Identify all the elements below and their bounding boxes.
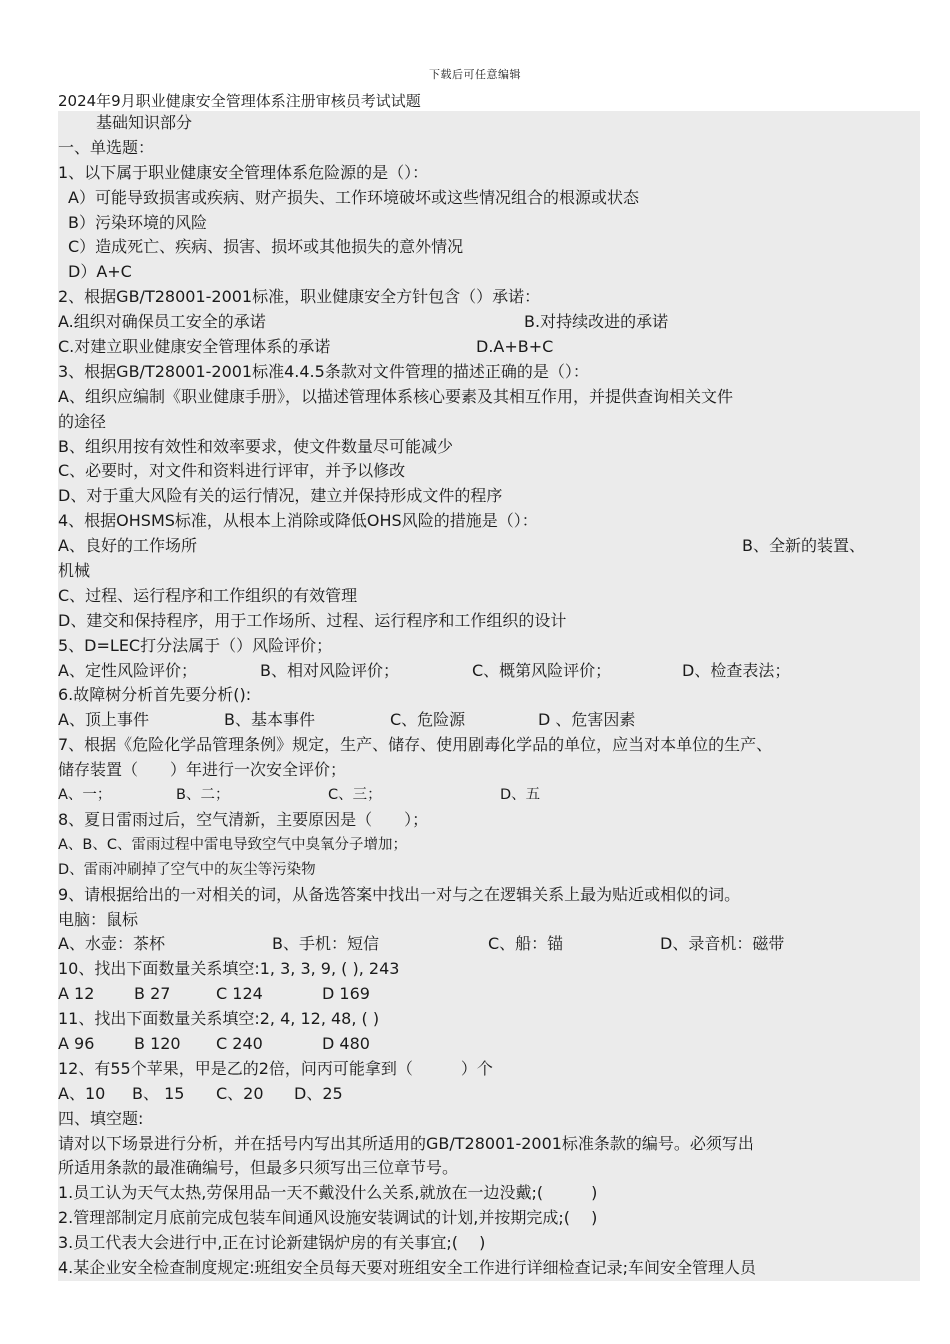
option-row xyxy=(58,708,920,733)
question-stem: 7、根据《危险化学品管理条例》规定，生产、储存、使用剧毒化学品的单位，应当对本单位的生产、 xyxy=(58,735,773,755)
option: B、基本事件 xyxy=(224,710,315,730)
option: A、定性风险评价； xyxy=(58,660,197,680)
option: B、二； xyxy=(176,787,230,804)
fill-item: 2.管理部制定月底前完成包装车间通风设施安装调试的计划,并按期完成;( ) xyxy=(58,1208,598,1228)
question-stem: 12、有55个苹果，甲是乙的2倍，问丙可能拿到（ ）个 xyxy=(58,1058,493,1078)
option: D、雷雨冲刷掉了空气中的灰尘等污染物 xyxy=(58,861,316,878)
option-row xyxy=(58,335,920,360)
option-row xyxy=(58,1082,920,1107)
option: C、必要时，对文件和资料进行评审，并予以修改 xyxy=(58,461,406,481)
page-header: 下载后可任意编辑 xyxy=(429,68,521,81)
option-row xyxy=(58,310,920,335)
fill-item: 3.员工代表大会进行中,正在讨论新建锅炉房的有关事宜;( ) xyxy=(58,1233,486,1253)
option: A、良好的工作场所 xyxy=(58,536,197,556)
option: B.对持续改进的承诺 xyxy=(524,312,669,332)
option: C、危险源 xyxy=(390,710,466,730)
option: B、手机：短信 xyxy=(272,934,379,954)
option: A、一； xyxy=(58,787,112,804)
option: A）可能导致损害或疾病、财产损失、工作环境破坏或这些情况组合的根源或状态 xyxy=(68,187,639,207)
option: D、25 xyxy=(294,1083,343,1103)
option-row xyxy=(58,534,920,559)
fill-item: 1.员工认为天气太热,劳保用品一天不戴没什么关系,就放在一边没戴;( ) xyxy=(58,1183,598,1203)
option: C）造成死亡、疾病、损害、损坏或其他损失的意外情况 xyxy=(68,237,464,257)
question-stem-continued: 储存装置（ ）年进行一次安全评价； xyxy=(58,760,347,780)
question-stem: 6.故障树分析首先要分析(): xyxy=(58,685,252,705)
option: A、水壶：茶杯 xyxy=(58,934,165,954)
option: A 96 xyxy=(58,1033,95,1053)
option: C 240 xyxy=(216,1033,263,1053)
option: B、相对风险评价； xyxy=(260,660,399,680)
part-heading: 一、单选题： xyxy=(58,137,155,157)
option: C.对建立职业健康安全管理体系的承诺 xyxy=(58,337,331,357)
question-stem: 2、根据GB/T28001-2001标准，职业健康安全方针包含（）承诺： xyxy=(58,287,541,307)
option: B、全新的装置、 xyxy=(742,536,865,556)
option: D 、危害因素 xyxy=(538,710,636,730)
exam-content xyxy=(58,111,920,1281)
option: A、顶上事件 xyxy=(58,710,149,730)
option: A 12 xyxy=(58,984,95,1004)
section-heading: 基础知识部分 xyxy=(96,113,193,132)
option: D 169 xyxy=(322,984,370,1004)
option: D）A+C xyxy=(68,262,132,282)
question-stem: 10、找出下面数量关系填空:1, 3, 3, 9, ( ), 243 xyxy=(58,959,400,979)
question-stem: 11、找出下面数量关系填空:2, 4, 12, 48, ( ) xyxy=(58,1009,380,1029)
question-stem: 3、根据GB/T28001-2001标准4.4.5条款对文件管理的描述正确的是（）： xyxy=(58,361,589,381)
option: A、B、C、雷雨过程中雷电导致空气中臭氧分子增加； xyxy=(58,836,407,853)
instructions: 请对以下场景进行分析，并在括号内写出其所适用的GB/T28001-2001标准条款的编号。必须写出 xyxy=(58,1133,754,1153)
option-row xyxy=(58,1032,920,1057)
instructions-continued: 所适用条款的最准确编号，但最多只须写出三位章节号。 xyxy=(58,1158,459,1178)
fill-item: 4.某企业安全检查制度规定:班组安全员每天要对班组安全工作进行详细检查记录;车间安全管理人员 xyxy=(58,1257,757,1277)
option: B）污染环境的风险 xyxy=(68,212,207,232)
option: C、概第风险评价； xyxy=(472,660,612,680)
option-row xyxy=(58,932,920,957)
option: D、对于重大风险有关的运行情况，建立并保持形成文件的程序 xyxy=(58,486,503,506)
option: D、检查表法； xyxy=(682,660,791,680)
option-row xyxy=(58,783,920,808)
option: C、过程、运行程序和工作组织的有效管理 xyxy=(58,585,358,605)
option: C、20 xyxy=(216,1083,264,1103)
part-heading: 四、填空题: xyxy=(58,1108,144,1128)
option: C、三； xyxy=(328,787,382,804)
option: A、10 xyxy=(58,1083,106,1103)
option: B 120 xyxy=(134,1033,181,1053)
option: D、建交和保持程序，用于工作场所、过程、运行程序和工作组织的设计 xyxy=(58,610,567,630)
option: D、录音机：磁带 xyxy=(660,934,785,954)
option: D.A+B+C xyxy=(476,337,554,357)
question-stem: 9、请根据给出的一对相关的词，从备选答案中找出一对与之在逻辑关系上最为贴近或相似的词。 xyxy=(58,884,741,904)
option-continued: 机械 xyxy=(58,561,91,581)
question-stem: 8、夏日雷雨过后，空气清新，主要原因是（ ）； xyxy=(58,809,429,829)
option-row xyxy=(58,982,920,1007)
question-stem: 5、D=LEC打分法属于（）风险评价； xyxy=(58,635,333,655)
option: B 27 xyxy=(134,984,171,1004)
exam-title: 2024年9月职业健康安全管理体系注册审核员考试试题 xyxy=(58,92,421,110)
option: B、 15 xyxy=(132,1083,185,1103)
word-pair: 电脑：鼠标 xyxy=(58,909,139,929)
option: D、五 xyxy=(500,787,541,804)
option: A.组织对确保员工安全的承诺 xyxy=(58,312,266,332)
option: C、船：锚 xyxy=(488,934,564,954)
option: B、组织用按有效性和效率要求，使文件数量尽可能减少 xyxy=(58,436,453,456)
option-continued: 的途径 xyxy=(58,411,107,431)
option-row xyxy=(58,659,920,684)
question-stem: 1、以下属于职业健康安全管理体系危险源的是（）： xyxy=(58,162,429,182)
option: D 480 xyxy=(322,1033,370,1053)
option: C 124 xyxy=(216,984,263,1004)
question-stem: 4、根据OHSMS标准，从根本上消除或降低OHS风险的措施是（）： xyxy=(58,511,538,531)
option: A、组织应编制《职业健康手册》，以描述管理体系核心要素及其相互作用，并提供查询相关文件 xyxy=(58,386,733,406)
